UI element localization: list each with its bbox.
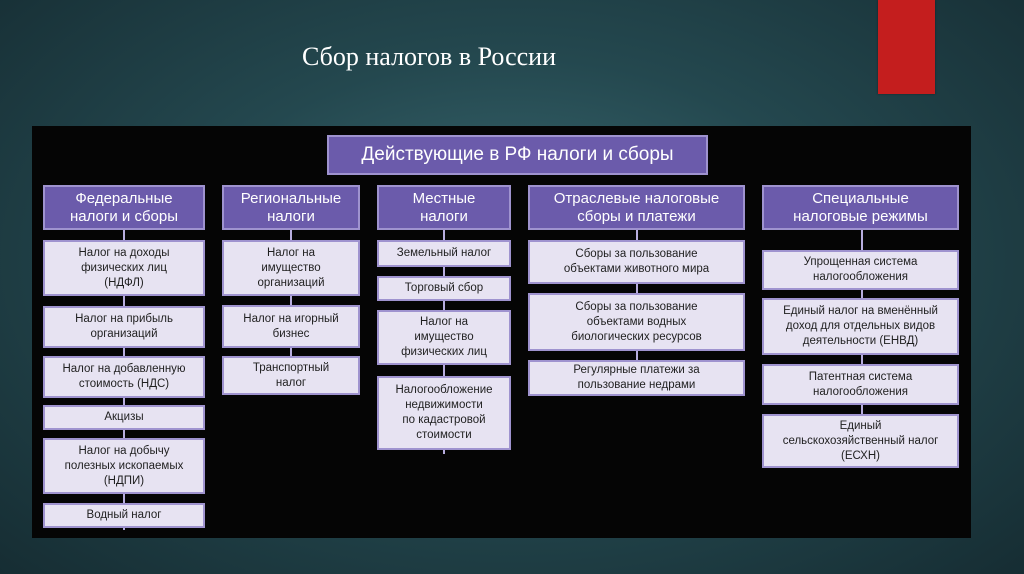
item-sectoral-subsoil-payments: Регулярные платежи за пользование недрами xyxy=(528,360,745,396)
item-special-eshn: Единый сельскохозяйственный налог (ЕСХН) xyxy=(762,414,959,468)
item-sectoral-wildlife-fees: Сборы за пользование объектами животного мира xyxy=(528,240,745,284)
item-regional-property-tax: Налог на имущество организаций xyxy=(222,240,360,296)
item-local-land-tax: Земельный налог xyxy=(377,240,511,267)
item-local-cadastral-taxation: Налогообложение недвижимости по кадастровой стоимости xyxy=(377,376,511,450)
slide-title: Сбор налогов в России xyxy=(302,42,556,71)
item-regional-gambling-tax: Налог на игорный бизнес xyxy=(222,305,360,348)
category-local: Местные налоги xyxy=(377,185,511,230)
item-federal-water-tax: Водный налог xyxy=(43,503,205,528)
diagram-root-box: Действующие в РФ налоги и сборы xyxy=(327,135,708,175)
item-federal-vat: Налог на добавленную стоимость (НДС) xyxy=(43,356,205,398)
item-local-trade-fee: Торговый сбор xyxy=(377,276,511,301)
item-sectoral-water-bio-fees: Сборы за пользование объектами водных биологических ресурсов xyxy=(528,293,745,351)
item-regional-transport-tax: Транспортный налог xyxy=(222,356,360,395)
item-special-envd: Единый налог на вменённый доход для отдельных видов деятельности (ЕНВД) xyxy=(762,298,959,355)
category-regional: Региональные налоги xyxy=(222,185,360,230)
item-federal-ndfl: Налог на доходы физических лиц (НДФЛ) xyxy=(43,240,205,296)
item-local-personal-property-tax: Налог на имущество физических лиц xyxy=(377,310,511,365)
item-special-patent: Патентная система налогообложения xyxy=(762,364,959,405)
item-federal-excise: Акцизы xyxy=(43,405,205,430)
category-federal: Федеральные налоги и сборы xyxy=(43,185,205,230)
item-federal-ndpi: Налог на добычу полезных ископаемых (НДПИ) xyxy=(43,438,205,494)
accent-bar xyxy=(878,0,935,94)
category-sectoral: Отраслевые налоговые сборы и платежи xyxy=(528,185,745,230)
item-federal-profit-tax: Налог на прибыль организаций xyxy=(43,306,205,348)
item-special-usn: Упрощенная система налогообложения xyxy=(762,250,959,290)
category-special: Специальные налоговые режимы xyxy=(762,185,959,230)
